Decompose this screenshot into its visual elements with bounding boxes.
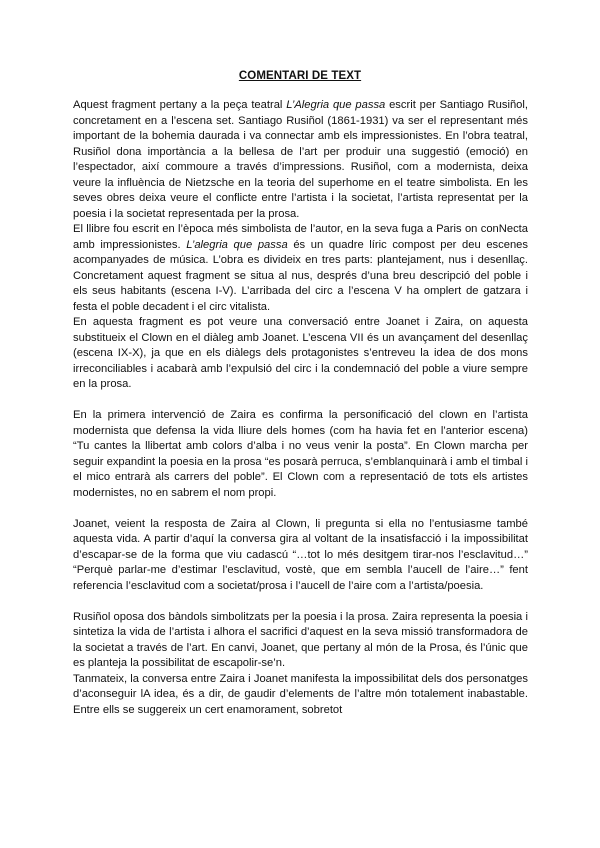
- paragraph-summary: En aquesta fragment es pot veure una conversació entre Joanet i Zaira, on aquesta substitueix el Clown en el diàleg amb Joanet. L’escena VII és un avançament del desenllaç (escena IX-X), ja que en els diàlegs dels protagonistes s’entreveu la idea de dos mons irreconciliables i acabarà amb l’expulsió del circ i la condemnació del poble a viure sempre en la prosa.: [73, 316, 528, 390]
- paragraph-zaira: En la primera intervenció de Zaira es confirma la personificació del clown en l’artista modernista que defensa la vida lliure dels homes (com ha havia fet en l’anterior escena) “Tu cantes la llibertat amb colors d’alba i no veus venir la posta”. En Clown marcha per seguir expandint la poesia en la prosa “es posarà perruca, s’emblanquinarà i amb el timbal i el mico entrarà als carrers del poble”. El Clown com a representació de tots els artistes modernistes, no en sabrem el nom propi.: [73, 409, 528, 499]
- paragraph-intro-text-b: escrit per Santiago Rusiñol, concretament en a l’escena set. Santiago Rusiñol (1861-1931) va ser el representant més important de la bohemia daurada i va connectar amb els impressionistes. En l’obra teatral, Rusiñol dona importància a la bellesa de l’art per produir una suggestió (emoció) en l’espectador, així commoure a través d’impressions. Rusiñol, com a modernista, deixa veure la influència de Nietzsche en la teoria del superhome en el teatre simbolista. En les seves obres deixa veure el conflicte entre l’artista i la societat, l’artista representat per la poesia i la societat representada per la prosa.: [73, 99, 528, 220]
- work-title: L’alegria que passa: [186, 238, 288, 251]
- paragraph-intro-text-a: Aquest fragment pertany a la peça teatral: [73, 99, 287, 111]
- paragraph-context-text-b: és un quadre líric compost per deu escenes acompanyades de música. L’obra es divideix en tres parts: plantejament, nus i desenllaç. Concretament aquest fragment se situa al nus, després d’una breu descripció del poble i els seus habitants (escena I-V). L’arribada del circ a l’escena V ha omplert de gatzara i festa el poble decadent i el circ vitalista.: [73, 238, 528, 313]
- paragraph-context-text-a: El llibre fou escrit en l’època més simbolista de l’autor, en la seva fuga a Paris on conNecta amb impressionistes.: [73, 223, 528, 251]
- paragraph-opposition: Rusiñol oposa dos bàndols simbolitzats per la poesia i la prosa. Zaira representa la poesia i sintetiza la vida de l’artista i alhora el sacrifici d’aquest en la seva missió transformadora de la societat a través de l’art. En canvi, Joanet, que pertany al món de la Prosa, és l’únic que es planteja la possibilitat de escapolir-se’n.: [73, 610, 528, 669]
- page-title: COMENTARI DE TEXT: [238, 70, 362, 82]
- paragraph-joanet: Joanet, veient la resposta de Zaira al Clown, li pregunta si ella no l’entusiasme també aquesta vida. A partir d’aquí la conversa gira al voltant de la insatisfacció i la impossibilitat d’escapar-se de la forma que viu cadascú “…tot lo més desitgem tirar-nos l’esclavitud…” “Perquè parlar-me d’estimar l’esclavitud, vostè, que em sembla l’aucell de l’aire…” fent referencia l’esclavitud com a societat/prosa i l’aucell de l’aire com a l’artista/poesia.: [73, 517, 528, 592]
- document-body: [73, 98, 528, 718]
- paragraph-context: [73, 222, 528, 315]
- work-title: L’Alegria que passa: [286, 99, 386, 111]
- paragraph-conclusion: Tanmateix, la conversa entre Zaira i Joanet manifesta la impossibilitat dels dos personatges d’aconseguir lA idea, és a dir, de gaudir d’elements de l’altre món totalement inabastable. Entre ells se suggereix un cert enamorament, sobretot: [73, 672, 528, 716]
- paragraph-intro: [73, 98, 528, 222]
